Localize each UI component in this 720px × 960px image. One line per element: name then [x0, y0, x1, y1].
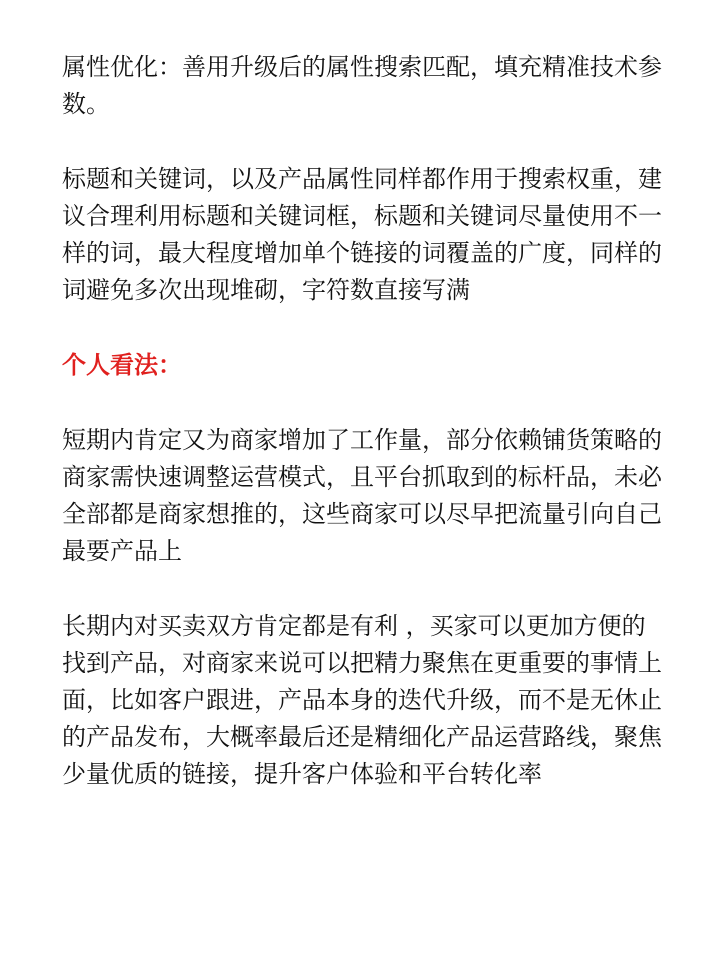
paragraph-attribute-optimization: 属性优化：善用升级后的属性搜索匹配，填充精准技术参数。	[62, 53, 662, 118]
paragraph-title-keywords: 标题和关键词，以及产品属性同样都作用于搜索权重，建议合理利用标题和关键词框，标题和关键词尽量使用不一样的词，最大程度增加单个链接的词覆盖的广度，同样的词避免多次出现堆砌，字符数直接写满	[62, 165, 662, 304]
paragraph-long-term: 长期内对买卖双方肯定都是有利 ，买家可以更加方便的找到产品，对商家来说可以把精力聚焦在更重要的事情上面，比如客户跟进，产品本身的迭代升级，而不是无休止的产品发布，大概率最后还是精细化产品运营路线，聚焦少量优质的链接，提升客户体验和平台转化率	[62, 612, 662, 788]
section-heading-personal-view: 个人看法：	[62, 351, 182, 379]
paragraph-short-term: 短期内肯定又为商家增加了工作量，部分依赖铺货策略的商家需快速调整运营模式，且平台抓取到的标杆品，未必全部都是商家想推的，这些商家可以尽早把流量引向自己最要产品上	[62, 426, 662, 565]
